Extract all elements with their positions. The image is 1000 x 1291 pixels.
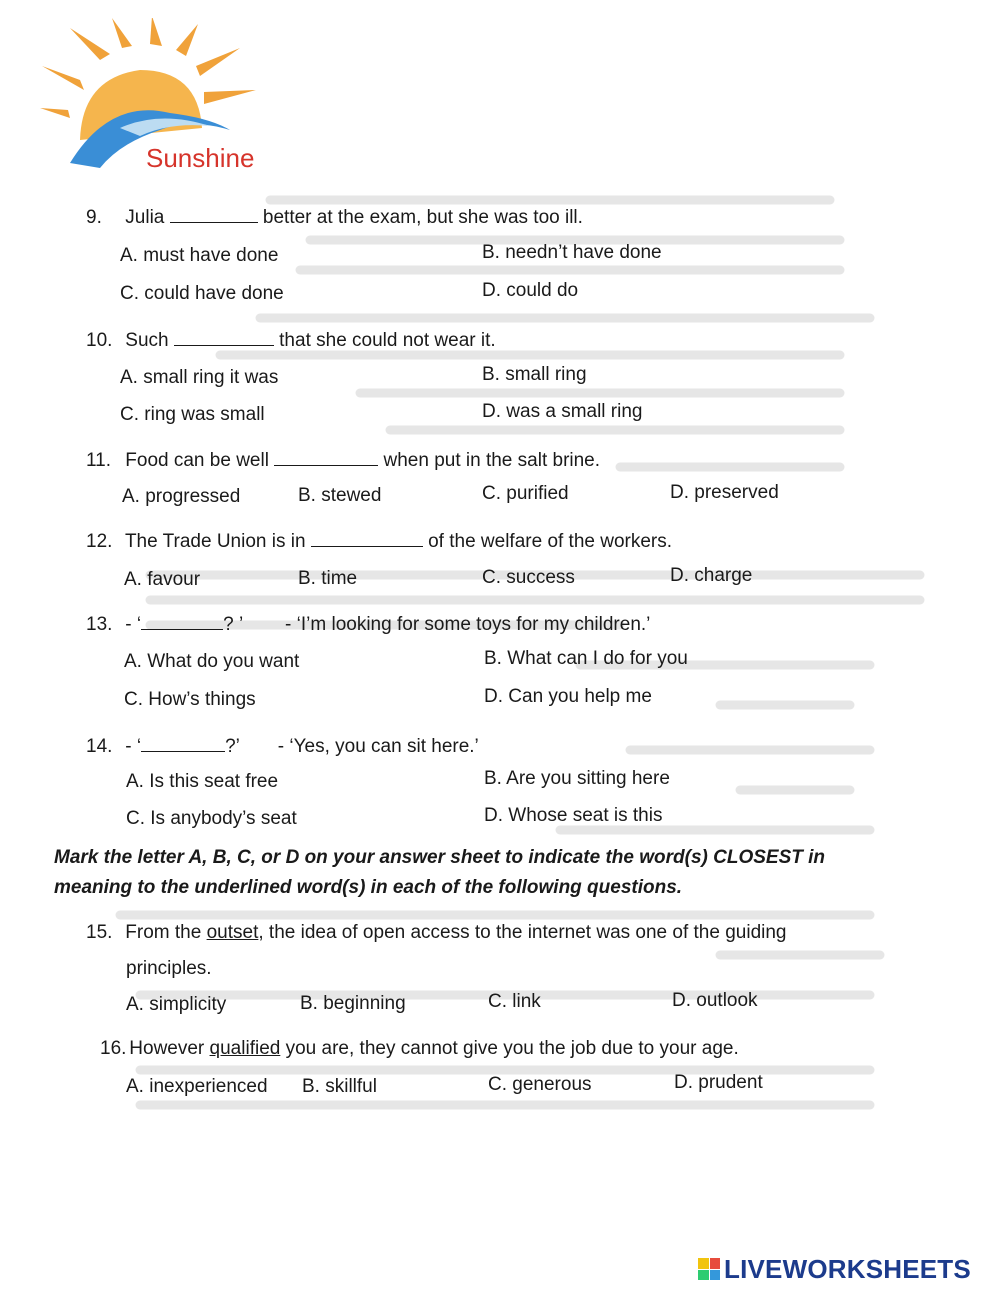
question-10: 10. Such that she could not wear it. — [86, 330, 496, 351]
option-d[interactable]: D. prudent — [674, 1072, 763, 1093]
answer-blank[interactable] — [170, 206, 258, 223]
underlined-word: qualified — [209, 1038, 281, 1059]
option-c[interactable]: C. link — [488, 991, 541, 1012]
option-b[interactable]: B. small ring — [482, 364, 587, 385]
liveworksheets-brand[interactable] — [698, 1254, 971, 1284]
option-d[interactable]: D. could do — [482, 280, 579, 301]
option-c[interactable]: C. purified — [482, 483, 569, 504]
option-c[interactable]: C. could have done — [120, 283, 284, 304]
question-15: 15. From the outset, the idea of open access to the internet was one of the guiding — [86, 922, 787, 943]
option-d[interactable]: D. charge — [670, 565, 753, 586]
option-d[interactable]: D. was a small ring — [482, 401, 643, 422]
option-d[interactable]: D. Can you help me — [484, 686, 652, 707]
option-c[interactable]: C. generous — [488, 1074, 592, 1095]
option-d[interactable]: D. preserved — [670, 482, 779, 503]
option-c[interactable]: C. success — [482, 567, 575, 588]
option-a[interactable]: A. What do you want — [124, 651, 300, 672]
option-c[interactable]: C. Is anybody’s seat — [126, 808, 297, 829]
option-a[interactable]: A. small ring it was — [120, 367, 279, 388]
option-a[interactable]: A. Is this seat free — [126, 771, 279, 792]
question-13: 13. - ‘ ? ’ - ‘I’m looking for some toys for my children.’ — [86, 614, 651, 635]
question-11: 11. Food can be well when put in the salt brine. — [86, 450, 601, 471]
option-a[interactable]: A. favour — [124, 569, 201, 590]
question-14: 14. - ‘ ?’ - ‘Yes, you can sit here.’ — [86, 736, 479, 757]
question-16: 16. However qualified you are, they cannot give you the job due to your age. — [100, 1038, 739, 1059]
answer-blank[interactable] — [311, 530, 423, 547]
option-b[interactable]: B. Are you sitting here — [484, 768, 670, 789]
question-12: 12. The Trade Union is in of the welfare of the workers. — [86, 531, 673, 552]
brand-text: LIVEWORKSHEETS — [724, 1253, 971, 1284]
option-c[interactable]: C. How’s things — [124, 689, 256, 710]
section-instruction: Mark the letter A, B, C, or D on your answer sheet to indicate the word(s) CLOSEST in meaning to the underlined word(s) in each of the following questions. — [54, 847, 826, 898]
option-b[interactable]: B. skillful — [302, 1076, 377, 1097]
logo-text: Sunshine — [146, 143, 255, 173]
option-d[interactable]: D. Whose seat is this — [484, 805, 663, 826]
underlined-word: outset — [206, 922, 259, 943]
option-d[interactable]: D. outlook — [672, 990, 758, 1011]
liveworksheets-icon — [698, 1258, 720, 1280]
option-a[interactable]: A. progressed — [122, 486, 241, 507]
option-b[interactable]: B. stewed — [298, 485, 382, 506]
option-c[interactable]: C. ring was small — [120, 404, 265, 425]
option-a[interactable]: A. inexperienced — [126, 1076, 268, 1097]
option-a[interactable]: A. simplicity — [126, 994, 227, 1015]
option-b[interactable]: B. needn’t have done — [482, 242, 662, 263]
answer-blank[interactable] — [174, 329, 274, 346]
answer-blank[interactable] — [141, 613, 223, 630]
option-b[interactable]: B. time — [298, 568, 358, 589]
option-b[interactable]: B. What can I do for you — [484, 648, 688, 669]
question-15-line2: principles. — [126, 958, 212, 979]
answer-blank[interactable] — [274, 449, 378, 466]
answer-blank[interactable] — [141, 735, 225, 752]
option-a[interactable]: A. must have done — [120, 245, 279, 266]
option-b[interactable]: B. beginning — [300, 993, 406, 1014]
question-9: 9. Julia better at the exam, but she was too ill. — [86, 207, 583, 228]
